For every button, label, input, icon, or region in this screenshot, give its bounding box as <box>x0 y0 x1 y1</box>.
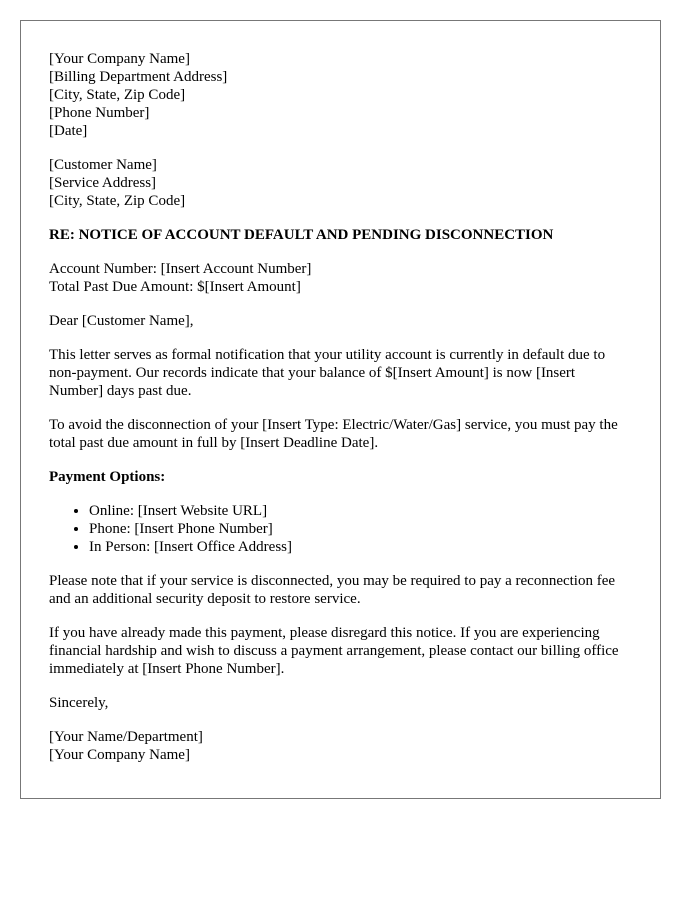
signature-company: [Your Company Name] <box>49 747 190 763</box>
payment-option-phone: • Phone: [Insert Phone Number] <box>89 520 632 538</box>
past-due-amount: Total Past Due Amount: $[Insert Amount] <box>49 279 301 295</box>
sender-company-name: [Your Company Name] <box>49 51 190 67</box>
recipient-name: [Customer Name] <box>49 157 157 173</box>
payment-options-heading: Payment Options: <box>49 469 166 485</box>
payment-option-in-person: • In Person: [Insert Office Address] <box>89 538 632 556</box>
recipient-city-state-zip: [City, State, Zip Code] <box>49 193 186 209</box>
recipient-service-address: [Service Address] <box>49 175 157 191</box>
salutation: Dear [Customer Name], <box>49 313 194 329</box>
hardship-paragraph: If you have already made this payment, please disregard this notice. If you are experiencing financial hardship and wish to discuss a payment arrangement, please contact our billing office immediately at [Insert Phone Number]. <box>49 625 619 677</box>
default-notice-paragraph: This letter serves as formal notification that your utility account is currently in default due to non-payment. Our records indicate that your balance of $[Insert Amount] is now [Insert Number] days past due. <box>49 347 606 399</box>
payment-option-online: • Online: [Insert Website URL] <box>89 502 632 520</box>
reconnection-fee-paragraph: Please note that if your service is disconnected, you may be required to pay a reconnection fee and an additional security deposit to restore service. <box>49 573 616 607</box>
sender-phone: [Phone Number] <box>49 105 150 121</box>
subject-line: RE: NOTICE OF ACCOUNT DEFAULT AND PENDING DISCONNECTION <box>49 227 554 243</box>
payment-options-list <box>49 502 632 556</box>
sender-department-address: [Billing Department Address] <box>49 69 228 85</box>
disconnection-deadline-paragraph: To avoid the disconnection of your [Insert Type: Electric/Water/Gas] service, you must pay the total past due amount in full by [Insert Deadline Date]. <box>49 417 618 451</box>
signature-block <box>49 728 632 764</box>
sender-city-state-zip: [City, State, Zip Code] <box>49 87 186 103</box>
letter-date: [Date] <box>49 123 88 139</box>
account-details <box>49 260 632 296</box>
letter-page <box>20 20 661 799</box>
closing: Sincerely, <box>49 695 109 711</box>
account-number: Account Number: [Insert Account Number] <box>49 261 312 277</box>
signature-name: [Your Name/Department] <box>49 729 203 745</box>
recipient-block <box>49 156 632 210</box>
sender-block <box>49 50 632 140</box>
